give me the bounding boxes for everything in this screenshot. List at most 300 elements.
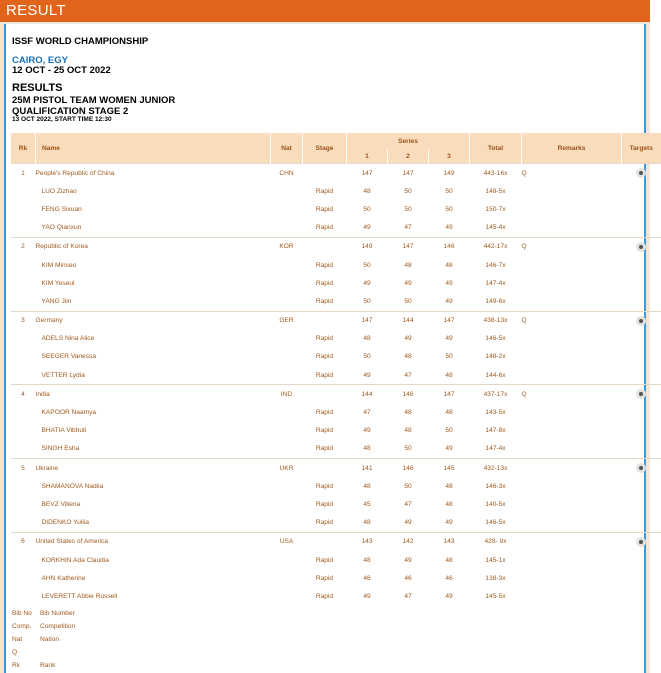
team-row — [11, 532, 661, 551]
athlete-series-3: 49 — [445, 297, 453, 305]
athlete-stage: Rapid — [315, 556, 334, 564]
athlete-row — [11, 551, 661, 569]
athlete-row — [11, 256, 661, 274]
athlete-nation — [271, 182, 303, 200]
col-series-2: 2 — [388, 149, 429, 164]
athlete-stage: Rapid — [315, 445, 334, 453]
athlete-name: KORKHIN Ada Claudia — [41, 556, 109, 564]
athlete-row — [11, 219, 661, 238]
athlete-nation — [271, 274, 303, 292]
team-series-2: 142 — [388, 532, 429, 551]
athlete-total: 143-5x — [485, 409, 506, 417]
athlete-rank — [11, 366, 36, 385]
athlete-series-2: 49 — [404, 519, 412, 527]
col-series-3: 3 — [429, 149, 470, 164]
athlete-series-3: 49 — [445, 445, 453, 453]
team-series-2: 146 — [388, 385, 429, 404]
athlete-series-3: 49 — [445, 592, 453, 600]
athlete-row — [11, 330, 661, 348]
athlete-total: 138-3x — [485, 574, 506, 582]
athlete-row — [11, 587, 661, 605]
athlete-name: LUO Zizhao — [41, 187, 77, 195]
athlete-name: VETTER Lydia — [41, 371, 85, 379]
legend-abbr: Nat — [12, 636, 23, 643]
athlete-nation — [271, 200, 303, 218]
team-row — [11, 164, 661, 183]
team-total: 437-17x — [470, 385, 522, 404]
target-icon[interactable] — [636, 316, 646, 326]
athlete-targets — [622, 292, 661, 311]
athlete-targets — [622, 403, 661, 421]
athlete-series-2: 48 — [404, 409, 412, 417]
team-series-1: 141 — [347, 459, 388, 478]
athlete-total: 147-8x — [485, 427, 506, 435]
athlete-name: LEVERETT Abbie Russell — [41, 592, 118, 600]
team-name: Germany — [36, 311, 271, 330]
team-stage — [303, 164, 347, 183]
team-series-2: 147 — [388, 237, 429, 256]
athlete-series-3: 48 — [445, 556, 453, 564]
team-targets[interactable] — [622, 311, 661, 330]
event-line-2: QUALIFICATION STAGE 2 — [12, 106, 129, 117]
athlete-targets — [622, 256, 661, 274]
team-row — [11, 311, 661, 330]
athlete-series-1: 46 — [363, 574, 371, 582]
athlete-targets — [622, 587, 661, 605]
athlete-row — [11, 440, 661, 459]
team-rank: 4 — [11, 385, 36, 404]
athlete-series-2: 50 — [404, 187, 412, 195]
athlete-total: 140-5x — [485, 500, 506, 508]
athlete-total: 150-7x — [485, 205, 506, 213]
team-nation: IND — [271, 385, 303, 404]
athlete-targets — [622, 551, 661, 569]
athlete-rank — [11, 403, 36, 421]
team-total: 438-13x — [470, 311, 522, 330]
col-series: Series — [347, 133, 470, 149]
athlete-series-1: 49 — [363, 427, 371, 435]
athlete-nation — [271, 366, 303, 385]
team-targets[interactable] — [622, 164, 661, 183]
athlete-stage: Rapid — [315, 519, 334, 527]
athlete-stage: Rapid — [315, 187, 334, 195]
athlete-series-1: 48 — [363, 519, 371, 527]
athlete-stage: Rapid — [315, 500, 334, 508]
athlete-series-2: 50 — [404, 445, 412, 453]
athlete-series-3: 49 — [445, 224, 453, 232]
legend-item — [12, 646, 75, 659]
athlete-total: 148-2x — [485, 353, 506, 361]
athlete-series-2: 47 — [404, 371, 412, 379]
athlete-targets — [622, 440, 661, 459]
athlete-total: 144-6x — [485, 371, 506, 379]
team-remark: Q — [522, 385, 622, 404]
legend-abbr: Rk — [12, 662, 21, 669]
team-series-3: 147 — [429, 311, 470, 330]
team-series-1: 143 — [347, 532, 388, 551]
athlete-nation — [271, 477, 303, 495]
start-time: 13 OCT 2022, START TIME 12:30 — [12, 116, 112, 123]
athlete-stage: Rapid — [315, 261, 334, 269]
target-icon[interactable] — [636, 168, 646, 178]
page-title: RESULT — [6, 2, 66, 19]
athlete-remark — [522, 256, 622, 274]
athlete-stage: Rapid — [315, 205, 334, 213]
athlete-name: BHATIA Vibhuti — [41, 427, 87, 435]
athlete-targets — [622, 514, 661, 533]
team-nation: UKR — [271, 459, 303, 478]
athlete-series-2: 50 — [404, 297, 412, 305]
athlete-series-3: 48 — [445, 261, 453, 269]
athlete-name: KIM Minseo — [41, 261, 77, 269]
athlete-series-1: 50 — [363, 205, 371, 213]
athlete-series-1: 49 — [363, 224, 371, 232]
athlete-total: 148-5x — [485, 187, 506, 195]
col-total: Total — [470, 133, 522, 164]
team-row — [11, 237, 661, 256]
team-nation: CHN — [271, 164, 303, 183]
athlete-rank — [11, 514, 36, 533]
legend — [12, 607, 75, 672]
athlete-targets — [622, 200, 661, 218]
legend-item — [12, 620, 75, 633]
athlete-series-1: 48 — [363, 556, 371, 564]
team-total: 443-16x — [470, 164, 522, 183]
athlete-series-3: 48 — [445, 371, 453, 379]
team-stage — [303, 532, 347, 551]
athlete-nation — [271, 569, 303, 587]
athlete-total: 145-5x — [485, 592, 506, 600]
athlete-row — [11, 477, 661, 495]
athlete-total: 145-4x — [485, 224, 506, 232]
team-series-2: 147 — [388, 164, 429, 183]
athlete-targets — [622, 182, 661, 200]
athlete-nation — [271, 219, 303, 238]
team-name: Republic of Korea — [36, 237, 271, 256]
team-rank: 5 — [11, 459, 36, 478]
team-nation: KOR — [271, 237, 303, 256]
athlete-stage: Rapid — [315, 482, 334, 490]
athlete-row — [11, 403, 661, 421]
team-row — [11, 385, 661, 404]
athlete-total: 147-4x — [485, 279, 506, 287]
team-stage — [303, 385, 347, 404]
athlete-stage: Rapid — [315, 409, 334, 417]
results-table — [10, 133, 661, 606]
athlete-series-3: 48 — [445, 500, 453, 508]
team-nation: USA — [271, 532, 303, 551]
col-series-1: 1 — [347, 149, 388, 164]
legend-desc: Bib Number — [40, 610, 75, 617]
athlete-row — [11, 514, 661, 533]
athlete-row — [11, 366, 661, 385]
athlete-remark — [522, 422, 622, 440]
athlete-series-2: 48 — [404, 353, 412, 361]
athlete-series-1: 50 — [363, 353, 371, 361]
athlete-nation — [271, 551, 303, 569]
athlete-name: SEEGER Vanessa — [41, 353, 96, 361]
athlete-total: 146-5x — [485, 519, 506, 527]
athlete-rank — [11, 587, 36, 605]
athlete-total: 146-3x — [485, 482, 506, 490]
athlete-rank — [11, 348, 36, 366]
athlete-series-1: 50 — [363, 261, 371, 269]
athlete-remark — [522, 495, 622, 513]
athlete-series-2: 49 — [404, 556, 412, 564]
athlete-series-1: 49 — [363, 371, 371, 379]
team-stage — [303, 459, 347, 478]
athlete-series-2: 48 — [404, 427, 412, 435]
athlete-series-2: 50 — [404, 482, 412, 490]
athlete-nation — [271, 292, 303, 311]
team-rank: 3 — [11, 311, 36, 330]
team-series-1: 144 — [347, 385, 388, 404]
athlete-stage: Rapid — [315, 279, 334, 287]
legend-abbr: Comp. — [12, 623, 32, 630]
athlete-nation — [271, 440, 303, 459]
championship-title: ISSF WORLD CHAMPIONSHIP — [12, 36, 149, 47]
team-remark: Q — [522, 164, 622, 183]
athlete-remark — [522, 330, 622, 348]
legend-abbr: Q — [12, 649, 18, 656]
athlete-series-3: 50 — [445, 427, 453, 435]
team-name: Ukraine — [36, 459, 271, 478]
team-targets[interactable] — [622, 237, 661, 256]
col-nat: Nat — [271, 133, 303, 164]
target-icon[interactable] — [636, 463, 646, 473]
athlete-total: 147-4x — [485, 445, 506, 453]
athlete-targets — [622, 366, 661, 385]
athlete-name: FENG Sixuan — [41, 205, 82, 213]
results-heading: RESULTS — [12, 82, 63, 94]
team-series-1: 149 — [347, 237, 388, 256]
team-series-2: 146 — [388, 459, 429, 478]
content-frame — [0, 22, 653, 673]
athlete-nation — [271, 256, 303, 274]
team-remark: Q — [522, 311, 622, 330]
athlete-row — [11, 495, 661, 513]
athlete-rank — [11, 440, 36, 459]
athlete-series-1: 45 — [363, 500, 371, 508]
date-range: 12 OCT - 25 OCT 2022 — [12, 65, 111, 76]
athlete-series-3: 49 — [445, 335, 453, 343]
athlete-remark — [522, 477, 622, 495]
athlete-nation — [271, 495, 303, 513]
legend-desc: Nation — [40, 636, 60, 643]
athlete-name: KAPOOR Naamya — [41, 409, 97, 417]
athlete-series-2: 49 — [404, 335, 412, 343]
athlete-name: DIDENKO Yuliia — [41, 519, 90, 527]
team-series-3: 147 — [429, 385, 470, 404]
athlete-series-3: 50 — [445, 353, 453, 361]
athlete-rank — [11, 569, 36, 587]
athlete-rank — [11, 422, 36, 440]
legend-item — [12, 633, 75, 646]
team-rank: 1 — [11, 164, 36, 183]
athlete-name: SINGH Esha — [41, 445, 80, 453]
athlete-targets — [622, 477, 661, 495]
athlete-series-3: 50 — [445, 187, 453, 195]
athlete-nation — [271, 587, 303, 605]
target-icon[interactable] — [636, 389, 646, 399]
athlete-series-3: 49 — [445, 519, 453, 527]
athlete-remark — [522, 569, 622, 587]
athlete-stage: Rapid — [315, 371, 334, 379]
athlete-nation — [271, 514, 303, 533]
athlete-remark — [522, 348, 622, 366]
athlete-total: 146-7x — [485, 261, 506, 269]
legend-abbr: Bib No — [12, 610, 32, 617]
athlete-remark — [522, 366, 622, 385]
athlete-series-2: 46 — [404, 574, 412, 582]
col-rk: Rk — [11, 133, 36, 164]
athlete-name: YANG Jiin — [41, 297, 72, 305]
team-stage — [303, 237, 347, 256]
athlete-series-1: 49 — [363, 279, 371, 287]
team-total: 428- 9x — [470, 532, 522, 551]
target-icon[interactable] — [636, 242, 646, 252]
athlete-stage: Rapid — [315, 224, 334, 232]
legend-item — [12, 607, 75, 620]
athlete-nation — [271, 348, 303, 366]
team-name: United States of America — [36, 532, 271, 551]
athlete-remark — [522, 403, 622, 421]
athlete-rank — [11, 256, 36, 274]
team-name: India — [36, 385, 271, 404]
team-remark — [522, 459, 622, 478]
athlete-stage: Rapid — [315, 353, 334, 361]
athlete-nation — [271, 403, 303, 421]
athlete-targets — [622, 348, 661, 366]
col-targets: Targets — [622, 133, 661, 164]
athlete-rank — [11, 330, 36, 348]
team-series-3: 149 — [429, 164, 470, 183]
athlete-series-2: 47 — [404, 592, 412, 600]
athlete-total: 149-6x — [485, 297, 506, 305]
athlete-rank — [11, 274, 36, 292]
athlete-rank — [11, 477, 36, 495]
athlete-total: 146-5x — [485, 335, 506, 343]
athlete-series-2: 47 — [404, 500, 412, 508]
athlete-targets — [622, 219, 661, 238]
team-remark: Q — [522, 237, 622, 256]
team-targets[interactable] — [622, 385, 661, 404]
athlete-series-1: 49 — [363, 592, 371, 600]
athlete-remark — [522, 292, 622, 311]
team-name: People's Republic of China — [36, 164, 271, 183]
athlete-series-2: 48 — [404, 261, 412, 269]
athlete-row — [11, 348, 661, 366]
athlete-rank — [11, 182, 36, 200]
athlete-rank — [11, 200, 36, 218]
athlete-row — [11, 200, 661, 218]
athlete-stage: Rapid — [315, 592, 334, 600]
athlete-series-3: 49 — [445, 279, 453, 287]
athlete-remark — [522, 587, 622, 605]
athlete-series-3: 48 — [445, 409, 453, 417]
athlete-series-3: 46 — [445, 574, 453, 582]
athlete-series-2: 47 — [404, 224, 412, 232]
team-series-1: 147 — [347, 311, 388, 330]
athlete-name: KIM Yeseul — [41, 279, 75, 287]
athlete-row — [11, 182, 661, 200]
team-targets[interactable] — [622, 532, 661, 551]
team-series-3: 143 — [429, 532, 470, 551]
athlete-total: 145-1x — [485, 556, 506, 564]
athlete-name: YAO Qianxun — [41, 224, 82, 232]
col-stage: Stage — [303, 133, 347, 164]
athlete-remark — [522, 274, 622, 292]
athlete-series-1: 50 — [363, 297, 371, 305]
athlete-series-1: 47 — [363, 409, 371, 417]
legend-item — [12, 659, 75, 672]
athlete-series-1: 48 — [363, 445, 371, 453]
col-name: Name — [36, 133, 271, 164]
team-remark — [522, 532, 622, 551]
page-title-bar — [0, 0, 650, 22]
athlete-rank — [11, 495, 36, 513]
athlete-targets — [622, 422, 661, 440]
team-total: 432-13x — [470, 459, 522, 478]
team-series-2: 144 — [388, 311, 429, 330]
event-title — [12, 95, 312, 117]
athlete-remark — [522, 551, 622, 569]
col-remarks: Remarks — [522, 133, 622, 164]
athlete-name: AHN Katherine — [41, 574, 86, 582]
athlete-targets — [622, 274, 661, 292]
team-stage — [303, 311, 347, 330]
team-targets[interactable] — [622, 459, 661, 478]
athlete-stage: Rapid — [315, 427, 334, 435]
athlete-series-1: 48 — [363, 482, 371, 490]
athlete-stage: Rapid — [315, 297, 334, 305]
athlete-remark — [522, 514, 622, 533]
athlete-name: BEVZ Viliena — [41, 500, 81, 508]
results-body — [11, 164, 661, 606]
team-series-3: 145 — [429, 459, 470, 478]
athlete-name: ADELS Nina Alice — [41, 335, 95, 343]
team-total: 442-17x — [470, 237, 522, 256]
athlete-remark — [522, 219, 622, 238]
team-nation: GER — [271, 311, 303, 330]
athlete-remark — [522, 182, 622, 200]
legend-desc: Competition — [40, 623, 76, 630]
athlete-row — [11, 274, 661, 292]
athlete-row — [11, 422, 661, 440]
team-row — [11, 459, 661, 478]
legend-desc: Rank — [40, 662, 56, 669]
athlete-name: SHAMANOVA Nadiia — [41, 482, 104, 490]
athlete-remark — [522, 200, 622, 218]
city-label: CAIRO, EGY — [12, 55, 68, 66]
team-series-3: 146 — [429, 237, 470, 256]
team-series-1: 147 — [347, 164, 388, 183]
athlete-rank — [11, 219, 36, 238]
athlete-targets — [622, 569, 661, 587]
athlete-targets — [622, 330, 661, 348]
team-rank: 2 — [11, 237, 36, 256]
event-line-1: 25M PISTOL TEAM WOMEN JUNIOR — [12, 95, 176, 106]
athlete-targets — [622, 495, 661, 513]
athlete-series-2: 50 — [404, 205, 412, 213]
athlete-stage: Rapid — [315, 574, 334, 582]
athlete-series-1: 48 — [363, 335, 371, 343]
results-panel — [4, 24, 653, 673]
target-icon[interactable] — [636, 537, 646, 547]
athlete-row — [11, 292, 661, 311]
athlete-rank — [11, 551, 36, 569]
athlete-series-1: 48 — [363, 187, 371, 195]
